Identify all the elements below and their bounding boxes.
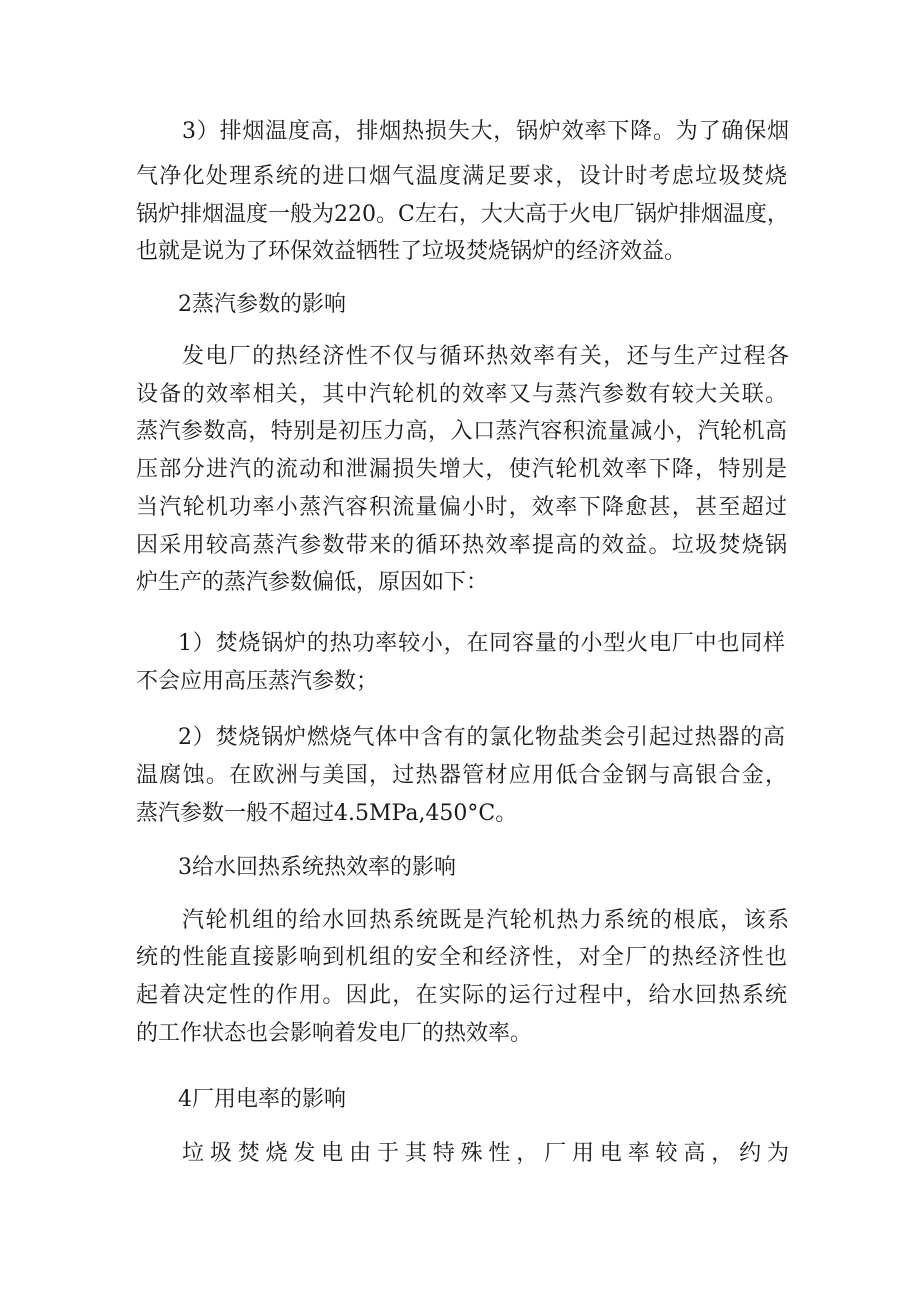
paragraph-line: 也就是说为了环保效益牺牲了垃圾焚烧锅炉的经济效益。 — [136, 239, 687, 264]
section-heading: 4厂用电率的影响 — [178, 1087, 346, 1112]
paragraph-line: 的工作状态也会影响着发电厂的热效率。 — [136, 1021, 533, 1046]
paragraph-line: 发电厂的热经济性不仅与循环热效率有关，还与生产过程各 — [182, 344, 789, 369]
list-item: 2）焚烧锅炉燃烧气体中含有的氯化物盐类会引起过热器的高 — [178, 725, 785, 750]
paragraph-line: 压部分进汽的流动和泄漏损失增大，使汽轮机效率下降，特别是 — [136, 457, 787, 482]
paragraph-line: 汽轮机组的给水回热系统既是汽轮机热力系统的根底，该系 — [182, 908, 789, 933]
paragraph-line: 当汽轮机功率小蒸汽容积流量偏小时，效率下降愈甚，甚至超过 — [136, 495, 787, 520]
list-item: 1）焚烧锅炉的热功率较小，在同容量的小型火电厂中也同样 — [178, 631, 785, 656]
paragraph-line: 因采用较高蒸汽参数带来的循环热效率提高的效益。垃圾焚烧锅 — [136, 533, 787, 558]
list-item-continuation: 蒸汽参数一般不超过4.5MPa,450°C。 — [136, 801, 518, 826]
paragraph-line: 炉生产的蒸汽参数偏低，原因如下： — [136, 570, 489, 595]
paragraph-line: 起着决定性的作用。因此，在实际的运行过程中，给水回热系统 — [136, 983, 787, 1008]
list-item-continuation: 不会应用高压蒸汽参数； — [136, 669, 379, 694]
paragraph-line: 锅炉排烟温度一般为220。C左右，大大高于火电厂锅炉排烟温度， — [136, 202, 789, 227]
paragraph-line: 设备的效率相关，其中汽轮机的效率又与蒸汽参数有较大关联。 — [136, 382, 787, 407]
paragraph-line: 蒸汽参数高，特别是初压力高，入口蒸汽容积流量减小，汽轮机高 — [136, 419, 787, 444]
section-heading: 3给水回热系统热效率的影响 — [178, 855, 456, 880]
paragraph-line: 统的性能直接影响到机组的安全和经济性，对全厂的热经济性也 — [136, 945, 787, 970]
paragraph-line: 3）排烟温度高，排烟热损失大，锅炉效率下降。为了确保烟 — [182, 119, 789, 144]
paragraph-line: 气净化处理系统的进口烟气温度满足要求，设计时考虑垃圾焚烧 — [136, 164, 787, 189]
section-heading: 2蒸汽参数的影响 — [178, 292, 346, 317]
list-item-continuation: 温腐蚀。在欧洲与美国，过热器管材应用低合金钢与高银合金， — [136, 763, 787, 788]
paragraph-line: 垃圾焚烧发电由于其特殊性，厂用电率较高，约为 — [182, 1141, 789, 1166]
